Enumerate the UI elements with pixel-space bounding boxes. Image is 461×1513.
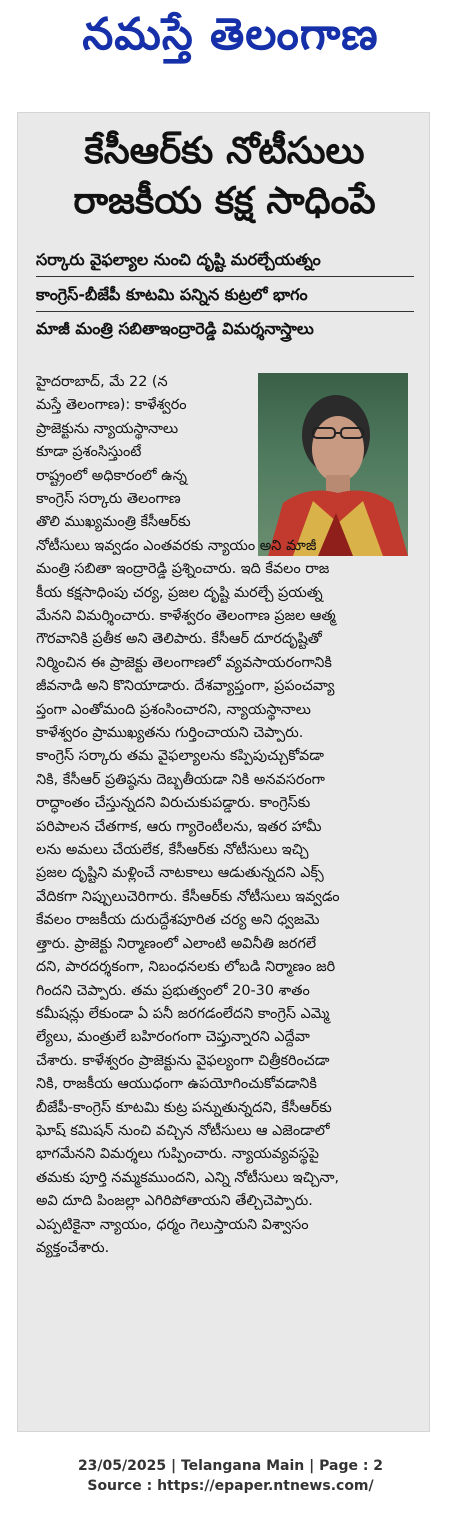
body-line: కీయ కక్షసాధింపు చర్య, ప్రజల దృష్టి మరల్చే ప్రయత్న — [36, 584, 323, 601]
body-line: రాష్ట్రంలో అధికారంలో ఉన్న — [36, 467, 188, 484]
body-line: కాళేశ్వరం ప్రాముఖ్యతను గుర్తించాయని చెప్పారు. — [36, 725, 304, 742]
subhead-divider — [36, 276, 414, 277]
body-line: భాగమేనని విమర్శలు గుప్పించారు. న్యాయవ్యవస్థపై — [36, 1146, 319, 1163]
body-column-narrow — [36, 371, 256, 535]
body-line: జీవనాడి అని కొనియాడారు. దేశవ్యాప్తంగా, ప్రపంచవ్యా — [36, 678, 335, 695]
body-line: ప్తంగా ఎంతోమంది ప్రశంసించారని, న్యాయస్థానాలు — [36, 701, 311, 718]
body-line: కూడా ప్రశంసిస్తుంటే — [36, 444, 142, 461]
body-line: మేనని విమర్శించారు. కాళేశ్వరం తెలంగాణ ప్రజల ఆత్మ — [36, 608, 336, 625]
portrait-photo — [258, 373, 408, 556]
body-line: నికి, కేసీఆర్‌ ప్రతిష్ఠను దెబ్బతీయడా నికి అనవసరంగా — [36, 771, 325, 788]
body-line: మస్తే తెలంగాణ): కాళేశ్వరం — [36, 397, 187, 414]
body-line: దని, పారదర్శకంగా, నిబంధనలకు లోబడి నిర్మాణం జరి — [36, 959, 336, 976]
subhead-divider — [36, 311, 414, 312]
masthead — [0, 0, 461, 80]
headline-line-1: కేసీఆర్‌కు నోటీసులు — [84, 129, 365, 172]
body-line: మంత్రి సబితా ఇంద్రారెడ్డి ప్రశ్నించారు. ఇది కేవలం రాజ — [36, 561, 330, 578]
body-line: బీజేపీ-కాంగ్రెస్‌ కూటమి కుట్ర పన్నుతున్నదని, కేసీఆర్‌కు — [36, 1099, 332, 1116]
body-line: పరిపాలన చేతగాక, ఆరు గ్యారెంటీలను, ఇతర హామీ — [36, 818, 322, 835]
article-clipping — [17, 112, 430, 1432]
body-line: ఘోష్‌ కమిషన్‌ నుంచి వచ్చిన నోటీసులు ఆ ఎజెండాలో — [36, 1122, 330, 1139]
body-line: కమీషన్లు లేకుండా ఏ పనీ జరగడంలేదని కాంగ్రెస్‌ ఎమ్మె — [36, 1005, 330, 1022]
body-line: నోటీసులు ఇవ్వడం ఎంతవరకు న్యాయం అని మాజీ — [36, 537, 317, 554]
body-line: ల్యేలు, మంత్రులే బహిరంగంగా చెప్తున్నారని ఎద్దేవా — [36, 1029, 310, 1046]
subhead-3: మాజీ మంత్రి సబితాఇంద్రారెడ్డి విమర్శనాస్త్రాలు — [36, 319, 314, 338]
subhead-2: కాంగ్రెస్‌-బీజేపీ కూటమి పన్నిన కుట్రలో భాగం — [36, 285, 308, 304]
body-line: నికి, రాజకీయ ఆయుధంగా ఉపయోగించుకోవడానికి — [36, 1076, 317, 1093]
body-line: రాద్ధాంతం చేస్తున్నదని విరుచుకుపడ్డారు. కాంగ్రెస్‌కు — [36, 795, 311, 812]
body-line: తమకు పూర్తి నమ్మకముందని, ఎన్ని నోటీసులు ఇచ్చినా, — [36, 1169, 340, 1186]
body-line: హైదరాబాద్‌, మే 22 (న — [36, 374, 168, 390]
body-line: లను అమలు చేయలేక, కేసీఆర్‌కు నోటీసులు ఇచ్చి — [36, 842, 309, 859]
body-line: గిందని చెప్పారు. తమ ప్రభుత్వంలో 20-30 శాతం — [36, 982, 310, 999]
headline-line-2: రాజకీయ కక్ష సాధింపే — [73, 179, 376, 222]
body-line: కాంగ్రెస్‌ సర్కారు తమ వైఫల్యాలను కప్పిపుచ్చుకోవడా — [36, 748, 324, 765]
subhead-1: సర్కారు వైఫల్యాల నుంచి దృష్టి మరల్చేయత్నం — [36, 250, 321, 269]
body-line: వ్యక్తంచేశారు. — [36, 1239, 110, 1256]
masthead-title: నమస్తే తెలంగాణ — [82, 9, 379, 60]
footer-source: Source : https://epaper.ntnews.com/ — [87, 1478, 374, 1494]
body-column-wide — [36, 535, 416, 1261]
body-line: చేశారు. కాళేశ్వరం ప్రాజెక్టును వైఫల్యంగా చిత్రీకరించడా — [36, 1052, 330, 1069]
body-line: కేవలం రాజకీయ దురుద్దేశపూరిత చర్య అని ధ్వజమె — [36, 912, 320, 929]
body-line: ప్రాజెక్టును న్యాయస్థానాలు — [36, 420, 179, 437]
body-line: ప్రజల దృష్టిని మళ్లించే నాటకాలు ఆడుతున్నదని ఎక్స్‌ — [36, 865, 324, 882]
footer-date-edition: 23/05/2025 | Telangana Main | Page : 2 — [77, 1458, 384, 1474]
body-line: అవి దూది పింజల్లా ఎగిరిపోతాయని తేల్చిచెప్పారు. — [36, 1193, 313, 1210]
body-line: గౌరవానికి ప్రతీక అని తెలిపారు. కేసీఆర్‌ దూరదృష్టితో — [36, 631, 322, 648]
body-line: త్తారు. ప్రాజెక్టు నిర్మాణంలో ఎలాంటి అవినీతి జరగలే — [36, 935, 317, 952]
body-line: వేదికగా నిప్పులుచెరిగారు. కేసీఆర్‌కు నోటీసులు ఇవ్వడం — [36, 888, 340, 905]
portrait-illustration — [258, 373, 408, 556]
body-line: నిర్మించిన ఈ ప్రాజెక్టు తెలంగాణలో వ్యవసాయరంగానికి — [36, 654, 332, 671]
body-line: తొలి ముఖ్యమంత్రి కేసీఆర్‌కు — [36, 514, 191, 531]
body-line: ఎప్పటికైనా న్యాయం, ధర్మం గెలుస్తాయని విశ్వాసం — [36, 1216, 309, 1233]
body-line: కాంగ్రెస్‌ సర్కారు తెలంగాణ — [36, 491, 181, 508]
